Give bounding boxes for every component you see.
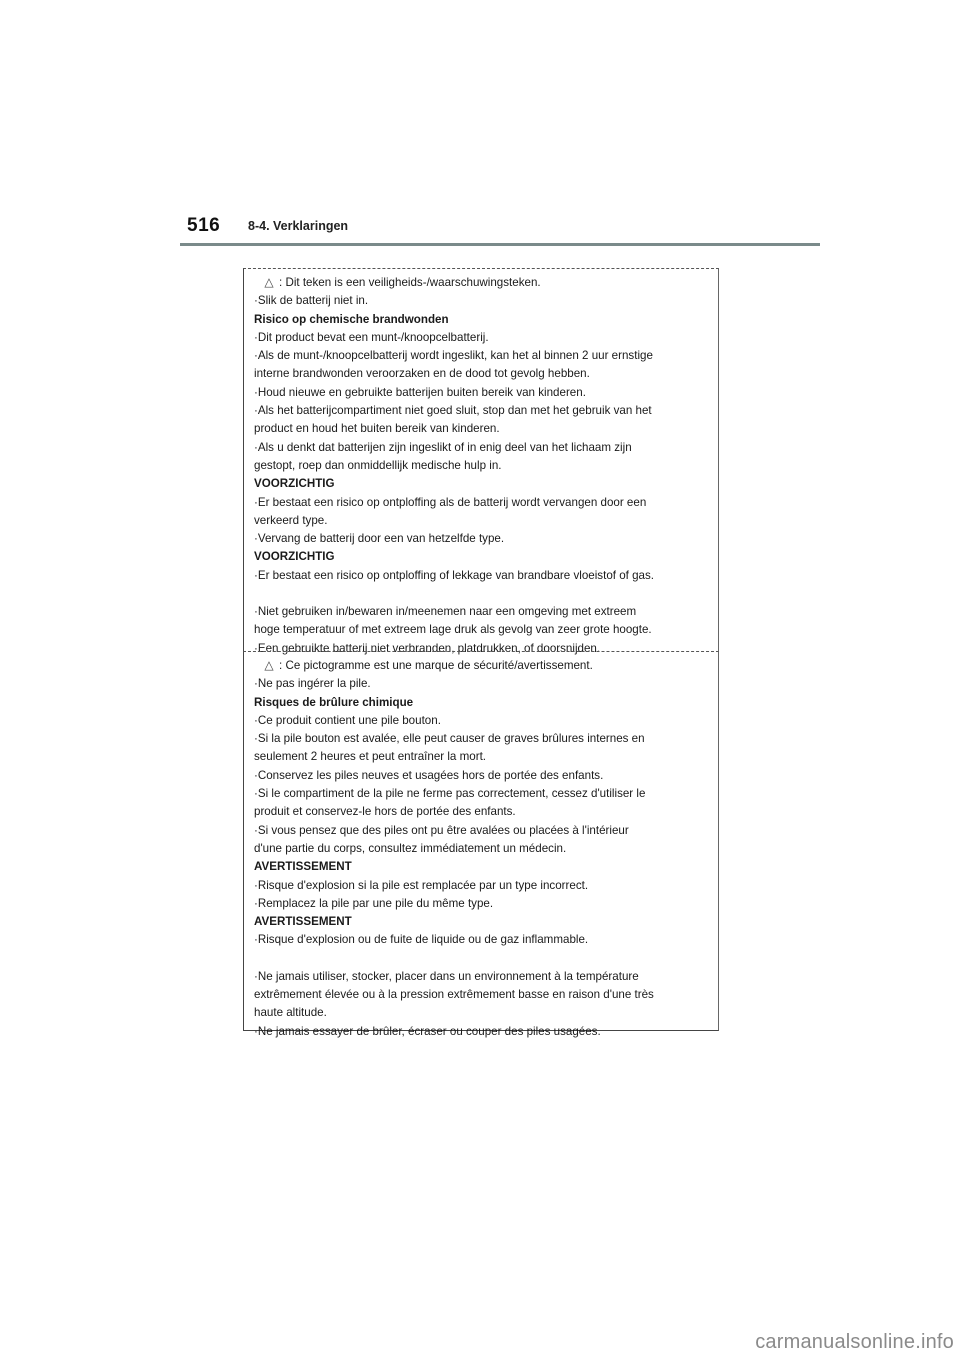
page-header bbox=[187, 215, 819, 245]
text-line: ·Risque d'explosion si la pile est remplacée par un type incorrect. bbox=[254, 878, 589, 892]
text-line: ·Conservez les piles neuves et usagées hors de portée des enfants. bbox=[254, 768, 604, 782]
section-heading: AVERTISSEMENT bbox=[254, 860, 352, 874]
text-line: produit et conservez-le hors de portée des enfants. bbox=[254, 805, 516, 819]
text-line: product en houd het buiten bereik van kinderen. bbox=[254, 422, 500, 436]
dutch-icon-note: △ : Dit teken is een veiligheids-/waarschuwingsteken. bbox=[254, 273, 718, 292]
dutch-warning-box bbox=[243, 268, 719, 655]
text-line: ·Als de munt-/knoopcelbatterij wordt ingeslikt, kan het al binnen 2 uur ernstige bbox=[254, 349, 653, 363]
header-rule bbox=[180, 243, 820, 246]
text-line: extrêmement élevée ou à la pression extrêmement basse en raison d'une très bbox=[254, 988, 654, 1002]
text-line: ·Si vous pensez que des piles ont pu être avalées ou placées à l'intérieur bbox=[254, 823, 629, 837]
text-line: ·Si la pile bouton est avalée, elle peut causer de graves brûlures internes en bbox=[254, 732, 645, 746]
text-line: ·Als u denkt dat batterijen zijn ingeslikt of in enig deel van het lichaam zijn bbox=[254, 440, 632, 454]
french-content bbox=[244, 652, 718, 1041]
french-warning-box bbox=[243, 651, 719, 1038]
french-icon-note: △ : Ce pictogramme est une marque de sécurité/avertissement. bbox=[254, 656, 718, 675]
text-line: ·Dit product bevat een munt-/knoopcelbatterij. bbox=[254, 330, 489, 344]
text-line: ·Er bestaat een risico op ontploffing of lekkage van brandbare vloeistof of gas. bbox=[254, 568, 655, 582]
text-line: ·Si le compartiment de la pile ne ferme pas correctement, cessez d'utiliser le bbox=[254, 787, 646, 801]
text-line: ·Ne jamais utiliser, stocker, placer dans un environnement à la température bbox=[254, 969, 639, 983]
watermark: carmanualsonline.info bbox=[755, 1331, 954, 1353]
warning-triangle-icon: △ bbox=[264, 658, 274, 672]
text-line: ·Slik de batterij niet in. bbox=[254, 294, 369, 308]
text-line: gestopt, roep dan onmiddellijk medische hulp in. bbox=[254, 458, 502, 472]
section-title: 8-4. Verklaringen bbox=[248, 219, 349, 233]
text-line bbox=[254, 950, 718, 968]
text-line: ·Een gebruikte batterij niet verbranden, platdrukken, of doorsnijden. bbox=[254, 641, 601, 655]
text-line: verkeerd type. bbox=[254, 513, 328, 527]
warning-triangle-icon: △ bbox=[264, 275, 274, 289]
text-line: ·Vervang de batterij door een van hetzelfde type. bbox=[254, 532, 505, 546]
text-line: ·Ne jamais essayer de brûler, écraser ou couper des piles usagées. bbox=[254, 1024, 601, 1038]
text-line: ·Ne pas ingérer la pile. bbox=[254, 677, 371, 691]
text-line: ·Houd nieuwe en gebruikte batterijen buiten bereik van kinderen. bbox=[254, 385, 586, 399]
text-line: ·Als het batterijcompartiment niet goed sluit, stop dan met het gebruik van het bbox=[254, 404, 652, 418]
text-line: d'une partie du corps, consultez immédiatement un médecin. bbox=[254, 841, 567, 855]
text-line: ·Remplacez la pile par une pile du même type. bbox=[254, 896, 494, 910]
section-heading: Risico op chemische brandwonden bbox=[254, 312, 449, 326]
text-line: ·Er bestaat een risico op ontploffing als de batterij wordt vervangen door een bbox=[254, 495, 647, 509]
section-heading: VOORZICHTIG bbox=[254, 550, 335, 564]
text-line: interne brandwonden veroorzaken en de dood tot gevolg hebben. bbox=[254, 367, 590, 381]
text-line: ·Risque d'explosion ou de fuite de liquide ou de gaz inflammable. bbox=[254, 933, 589, 947]
text-line: ·Ce produit contient une pile bouton. bbox=[254, 713, 441, 727]
section-heading: VOORZICHTIG bbox=[254, 477, 335, 491]
text-line: hoge temperatuur of met extreem lage druk als gevolg van zeer grote hoogte. bbox=[254, 623, 652, 637]
french-lines bbox=[254, 675, 718, 1041]
text-line bbox=[254, 585, 718, 603]
section-heading: AVERTISSEMENT bbox=[254, 915, 352, 929]
text-line: ·Niet gebruiken in/bewaren in/meenemen naar een omgeving met extreem bbox=[254, 605, 637, 619]
text-line: seulement 2 heures et peut entraîner la mort. bbox=[254, 750, 487, 764]
page-number: 516 bbox=[187, 215, 221, 236]
dutch-content bbox=[244, 269, 718, 658]
text-line: haute altitude. bbox=[254, 1006, 327, 1020]
dutch-lines bbox=[254, 292, 718, 658]
section-heading: Risques de brûlure chimique bbox=[254, 695, 414, 709]
